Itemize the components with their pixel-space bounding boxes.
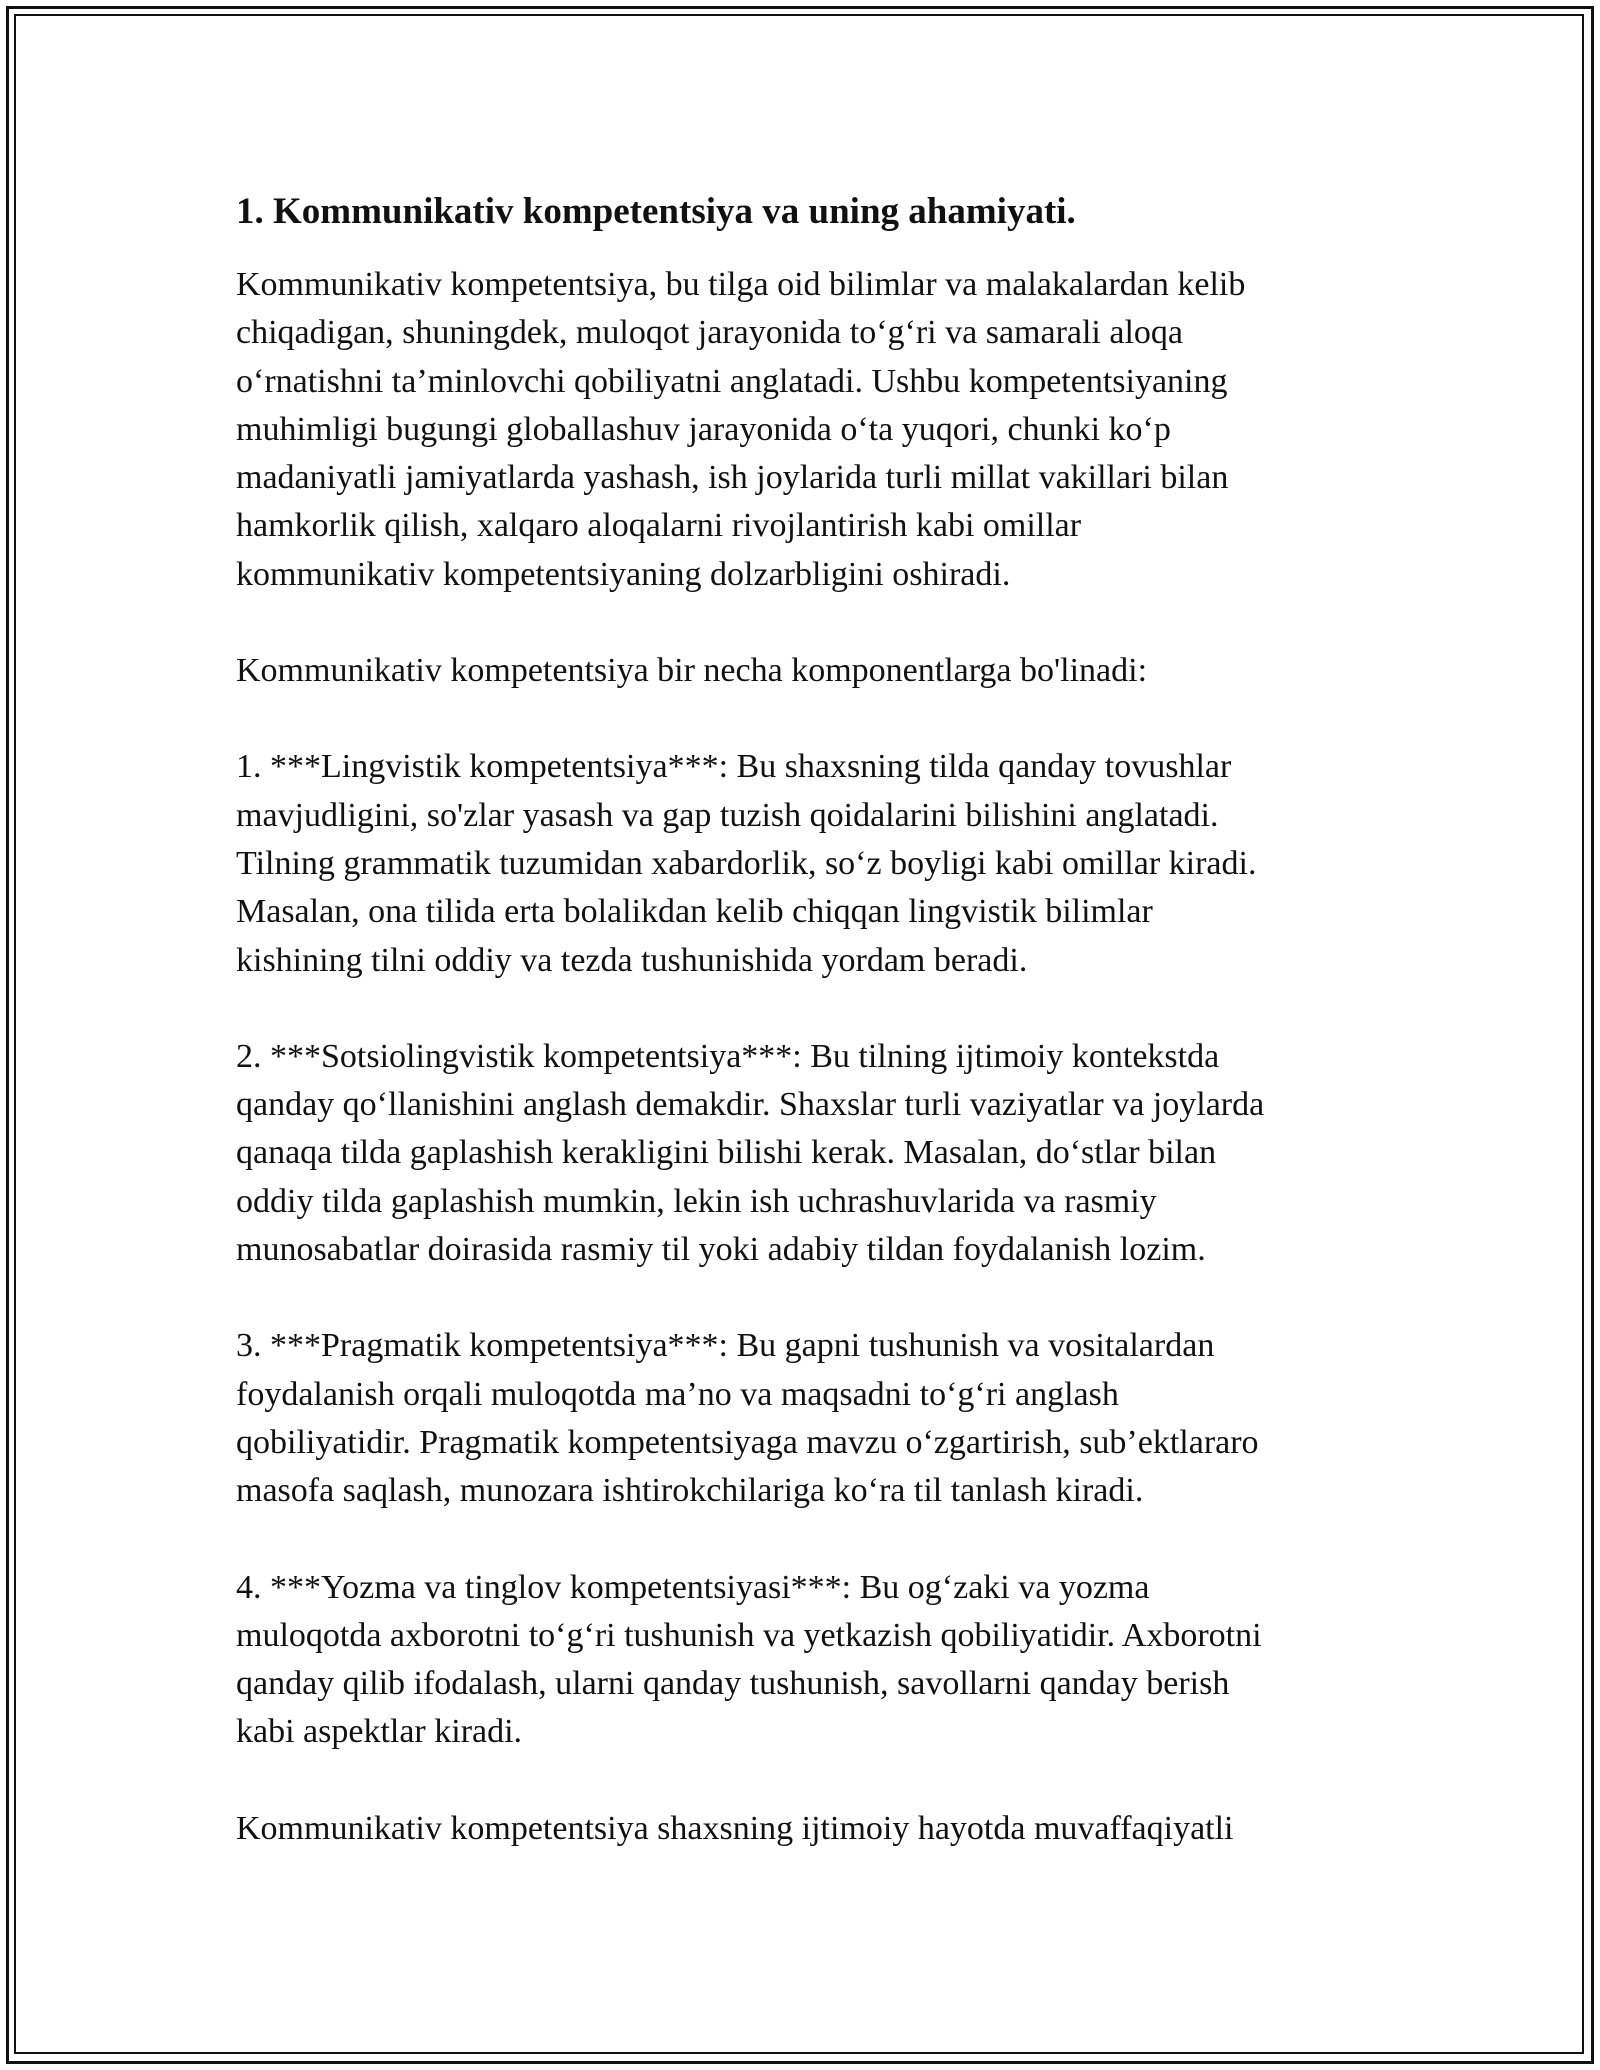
paragraph-line: kishining tilni oddiy va tezda tushunishida yordam beradi.	[236, 941, 1028, 979]
paragraph-line: kabi aspektlar kiradi.	[236, 1713, 523, 1751]
paragraph-line: qanday qo‘llanishini anglash demakdir. Shaxslar turli vaziyatlar va joylarda	[236, 1086, 1265, 1124]
paragraph	[236, 647, 1366, 695]
paragraph	[236, 1322, 1366, 1515]
paragraph-line: Kommunikativ kompetentsiya shaxsning ijtimoiy hayotda muvaffaqiyatli	[236, 1809, 1234, 1847]
paragraph-line: foydalanish orqali muloqotda ma’no va maqsadni to‘g‘ri anglash	[236, 1375, 1119, 1413]
paragraph-line: qanday qilib ifodalash, ularni qanday tushunish, savollarni qanday berish	[236, 1665, 1230, 1703]
section-heading: 1. Kommunikativ kompetentsiya va uning ahamiyati.	[236, 191, 1076, 232]
paragraph-line: 2. ***Sotsiolingvistik kompetentsiya***: Bu tilning ijtimoiy kontekstda	[236, 1037, 1220, 1075]
document-body	[236, 188, 1366, 1853]
paragraph-line: madaniyatli jamiyatlarda yashash, ish joylarida turli millat vakillari bilan	[236, 459, 1229, 497]
paragraph	[236, 1033, 1366, 1274]
paragraph-line: qobiliyatidir. Pragmatik kompetentsiyaga mavzu o‘zgartirish, sub’ektlararo	[236, 1423, 1259, 1461]
paragraph-line: Kommunikativ kompetentsiya, bu tilga oid bilimlar va malakalardan kelib	[236, 266, 1246, 303]
paragraph-line: munosabatlar doirasida rasmiy til yoki adabiy tildan foydalanish lozim.	[236, 1231, 1206, 1269]
paragraph	[236, 743, 1366, 984]
paragraph-line: oddiy tilda gaplashish mumkin, lekin ish uchrashuvlarida va rasmiy	[236, 1182, 1157, 1220]
paragraph-line: chiqadigan, shuningdek, muloqot jarayonida to‘g‘ri va samarali aloqa	[236, 314, 1184, 352]
paragraph-line: Kommunikativ kompetentsiya bir necha komponentlarga bo'linadi:	[236, 652, 1148, 690]
paragraph-line: kommunikativ kompetentsiyaning dolzarbligini oshiradi.	[236, 555, 1011, 593]
paragraph	[236, 1805, 1366, 1853]
paragraph-line: Masalan, ona tilida erta bolalikdan kelib chiqqan lingvistik bilimlar	[236, 893, 1153, 931]
paragraph	[236, 1564, 1366, 1757]
paragraph-line: masofa saqlash, munozara ishtirokchilariga ko‘ra til tanlash kiradi.	[236, 1472, 1144, 1510]
paragraph-line: o‘rnatishni ta’minlovchi qobiliyatni anglatadi. Ushbu kompetentsiyaning	[236, 362, 1228, 400]
paragraph-line: 1. ***Lingvistik kompetentsiya***: Bu shaxsning tilda qanday tovushlar	[236, 748, 1232, 786]
paragraph-line: Tilning grammatik tuzumidan xabardorlik, so‘z boyligi kabi omillar kiradi.	[236, 844, 1257, 882]
paragraph-line: 4. ***Yozma va tinglov kompetentsiyasi***: Bu og‘zaki va yozma	[236, 1568, 1150, 1606]
paragraph-line: hamkorlik qilish, xalqaro aloqalarni rivojlantirish kabi omillar	[236, 507, 1082, 545]
paragraph	[236, 261, 1366, 599]
paragraph-list	[236, 261, 1366, 1853]
paragraph-line: 3. ***Pragmatik kompetentsiya***: Bu gapni tushunish va vositalardan	[236, 1327, 1215, 1365]
paragraph-line: mavjudligini, so'zlar yasash va gap tuzish qoidalarini bilishini anglatadi.	[236, 796, 1219, 834]
paragraph-line: muloqotda axborotni to‘g‘ri tushunish va yetkazish qobiliyatidir. Axborotni	[236, 1616, 1262, 1654]
paragraph-line: muhimligi bugungi globallashuv jarayonida o‘ta yuqori, chunki ko‘p	[236, 410, 1171, 448]
paragraph-line: qanaqa tilda gaplashish kerakligini bilishi kerak. Masalan, do‘stlar bilan	[236, 1134, 1217, 1172]
